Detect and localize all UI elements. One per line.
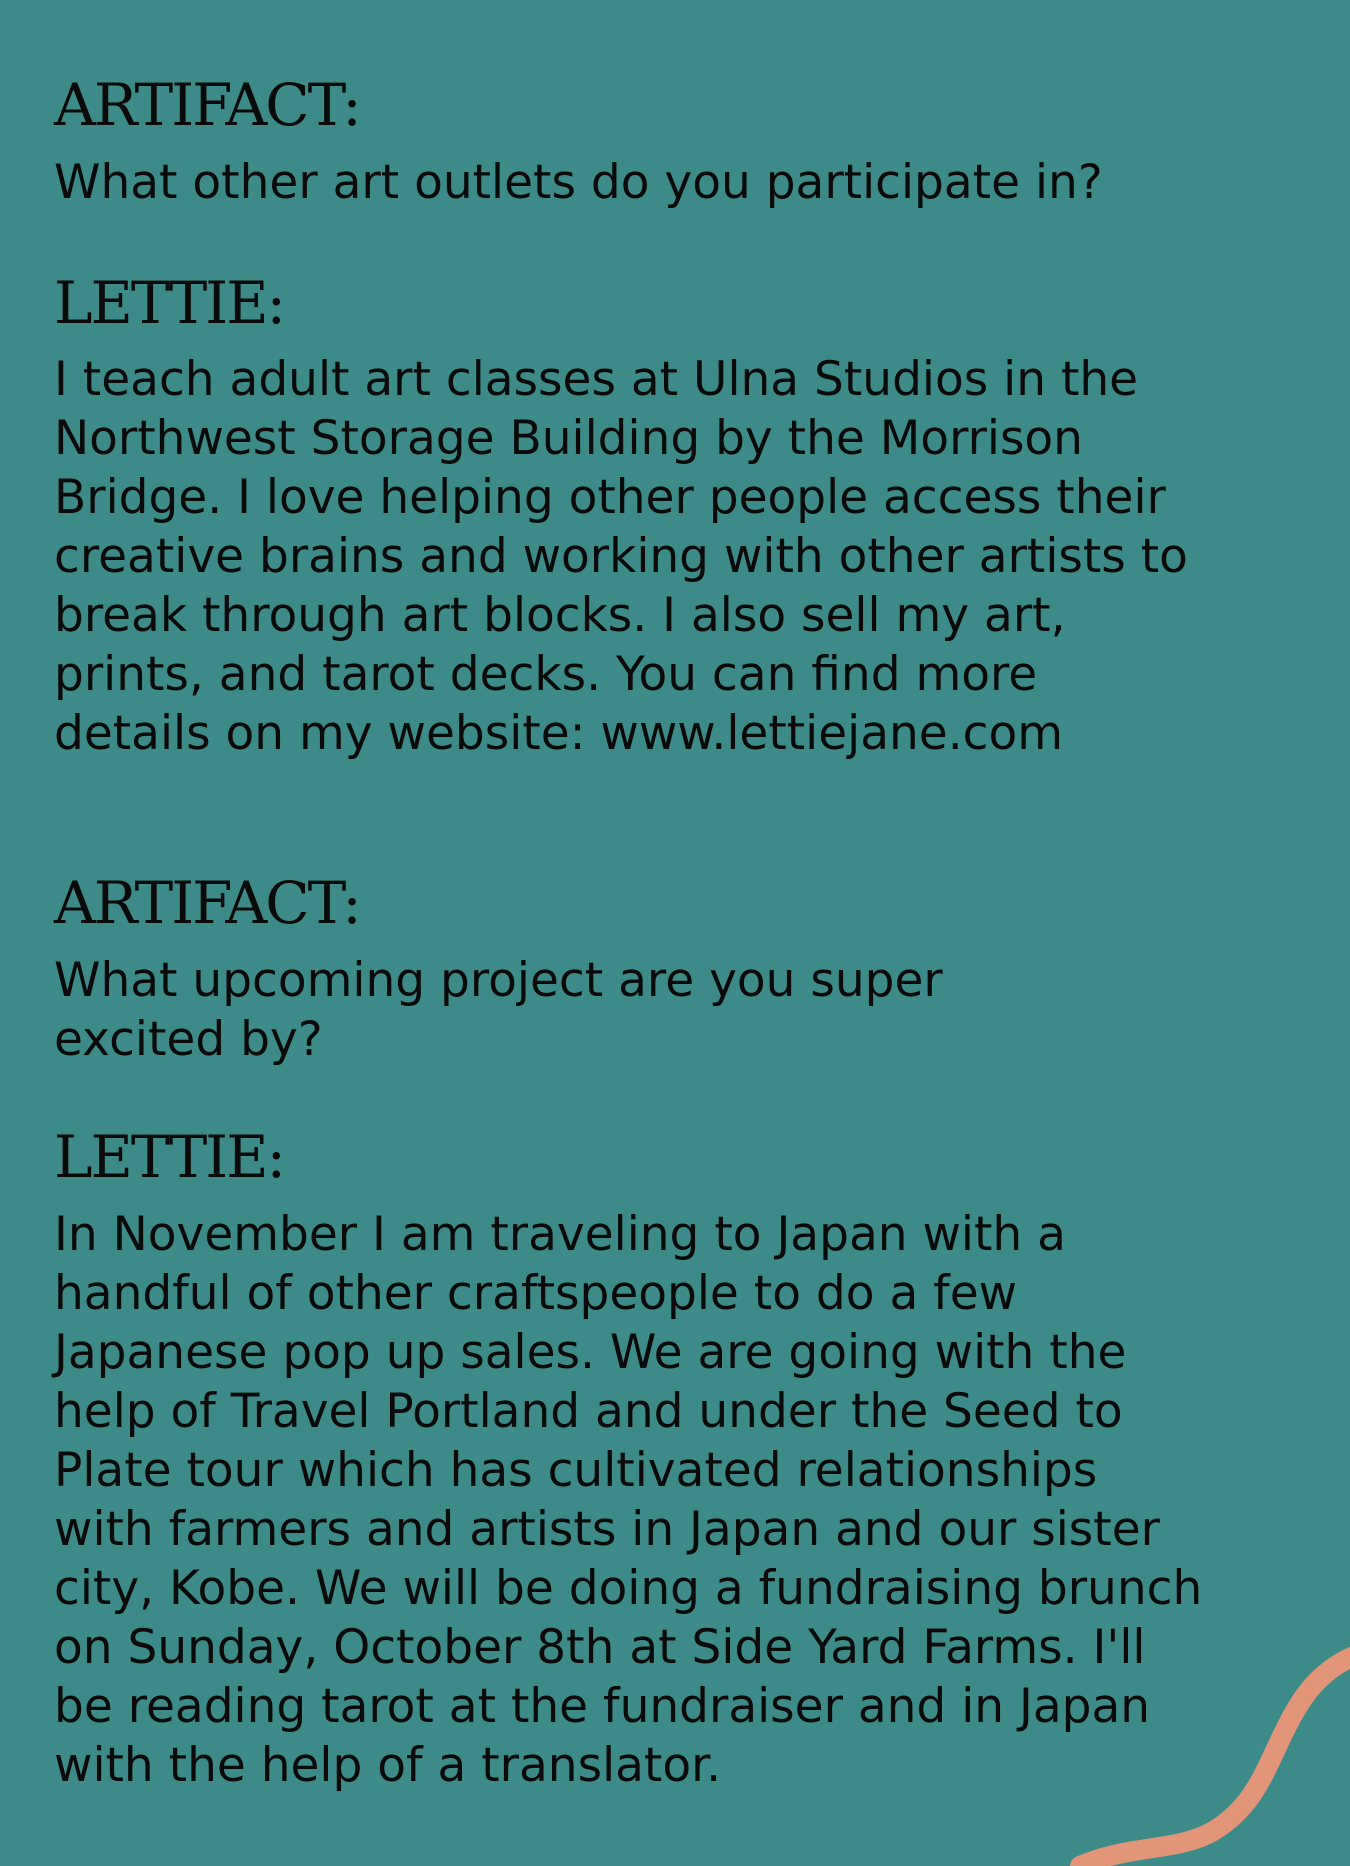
speaker-lettie-2: LETTIE:	[54, 1123, 285, 1191]
text-line: Plate tour which has cultivated relationships	[54, 1443, 1098, 1498]
text-line: I teach adult art classes at Ulna Studios in the	[54, 352, 1139, 407]
text-line: with the help of a translator.	[54, 1738, 722, 1793]
text-line: In November I am traveling to Japan with a	[54, 1207, 1066, 1262]
speaker-artifact-2: ARTIFACT:	[54, 869, 360, 937]
text-line: break through art blocks. I also sell my art,	[54, 588, 1066, 643]
text-line: excited by?	[54, 1012, 323, 1067]
text-line: What other art outlets do you participate in?	[54, 155, 1103, 210]
text-line: details on my website: www.lettiejane.com	[54, 706, 1064, 761]
answer-1	[54, 350, 1294, 763]
text-line: prints, and tarot decks. You can find more	[54, 647, 1038, 702]
question-2	[54, 951, 1294, 1069]
speaker-lettie-1: LETTIE:	[54, 269, 285, 337]
text-line: Bridge. I love helping other people access their	[54, 470, 1166, 525]
text-line: be reading tarot at the fundraiser and in Japan	[54, 1679, 1151, 1734]
text-line: on Sunday, October 8th at Side Yard Farms. I'll	[54, 1620, 1146, 1675]
text-line: creative brains and working with other artists to	[54, 529, 1188, 584]
text-line: handful of other craftspeople to do a few	[54, 1266, 1018, 1321]
speaker-artifact-1: ARTIFACT:	[54, 71, 360, 139]
text-line: city, Kobe. We will be doing a fundraising brunch	[54, 1561, 1203, 1616]
text-line: Japanese pop up sales. We are going with the	[54, 1325, 1127, 1380]
text-line: with farmers and artists in Japan and our sister	[54, 1502, 1160, 1557]
question-1	[54, 153, 1294, 212]
text-line: help of Travel Portland and under the Seed to	[54, 1384, 1123, 1439]
text-line: Northwest Storage Building by the Morrison	[54, 411, 1083, 466]
wave-stroke	[1080, 1654, 1350, 1866]
decorative-wave	[1040, 1620, 1350, 1866]
text-line: What upcoming project are you super	[54, 953, 943, 1008]
